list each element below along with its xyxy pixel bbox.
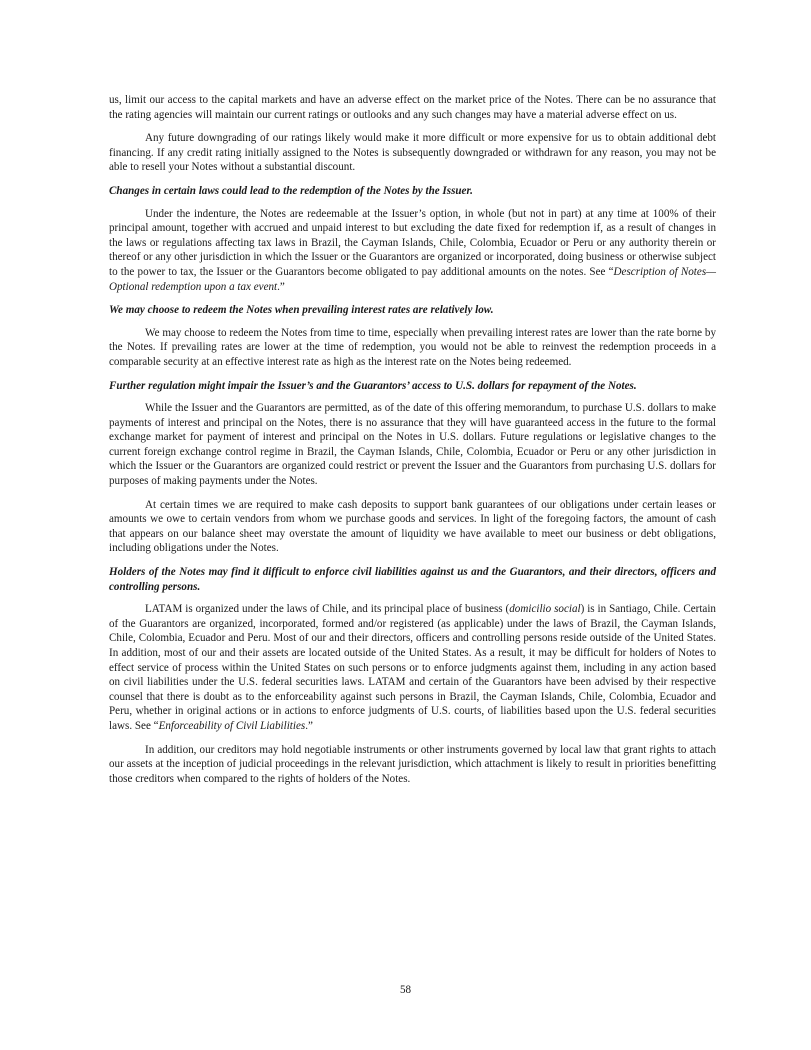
paragraph: Any future downgrading of our ratings likely would make it more difficult or more expensive for us to obtain additional debt financing. If any credit rating initially assigned to the Notes is subsequently downgraded or withdrawn for any reason, you may not be able to resell your Notes without a substantial discount. [109,132,716,174]
paragraph: We may choose to redeem the Notes from time to time, especially when prevailing interest rates are lower than the rate borne by the Notes. If prevailing rates are lower at the time of redemption, you would not be able to reinvest the redemption proceeds in a comparable security at an effective interest rate as high as the interest rate on the Notes being redeemed. [109,326,716,368]
paragraph-text: LATAM is organized under the laws of Chile, and its principal place of business ( [145,603,510,616]
document-body [109,93,716,795]
paragraph: In addition, our creditors may hold negotiable instruments or other instruments governed by local law that grant rights to attach our assets at the inception of judicial proceedings in the relevant jurisdiction, which attachment is likely to result in priorities benefitting those creditors when compared to the rights of holders of the Notes. [109,743,716,785]
cross-reference: Enforceability of Civil Liabilities [158,719,306,732]
paragraph [109,602,716,733]
section-heading: Changes in certain laws could lead to the redemption of the Notes by the Issuer. [109,184,473,197]
paragraph [109,207,716,295]
cross-reference: Description of Notes—Optional redemption upon a tax event [109,265,716,293]
foreign-term: domicilio social [509,603,581,616]
paragraph-text: ) is in Santiago, Chile. Certain of the Guarantors are organized, incorporated, formed and/or registered (as applicable) under the laws of Brazil, the Cayman Islands, Chile, Colombia, Ecuador and Peru. Most of our and their directors, officers and controlling persons reside outside of the United States. In addition, most of our and their assets are located outside of the United States. As a result, it may be difficult for holders of Notes to effect service of process within the United States on such persons or to enforce judgments against them, including in any action based on civil liabilities under the U.S. federal securities laws. LATAM and certain of the Guarantors have been advised by their respective counsel that there is doubt as to the enforceability against such persons in Brazil, the Cayman Islands, Chile, Colombia, Ecuador and Peru, whether in original actions or in actions to enforce judgments of U.S. courts, of liabilities based upon the U.S. federal securities laws. See “ [109,603,716,732]
section-heading: Further regulation might impair the Issuer’s and the Guarantors’ access to U.S. dollars for repayment of the Notes. [109,379,637,392]
page-number: 58 [399,984,412,996]
section-heading: We may choose to redeem the Notes when prevailing interest rates are relatively low. [109,304,494,317]
paragraph: us, limit our access to the capital markets and have an adverse effect on the market price of the Notes. There can be no assurance that the rating agencies will maintain our current ratings or outlooks and any such changes may have a material adverse effect on us. [109,94,716,121]
paragraph-text: Under the indenture, the Notes are redeemable at the Issuer’s option, in whole (but not in part) at any time at 100% of their principal amount, together with accrued and unpaid interest to but excluding the date fixed for redemption if, as a result of changes in the laws or regulations affecting tax laws in Brazil, the Cayman Islands, Chile, Colombia, Ecuador or Peru or any authority therein or thereof or any other jurisdiction in which the Issuer or the Guarantors are organized or incorporated, doing business or otherwise subject to the power to tax, the Issuer or the Guarantors become obligated to pay additional amounts on the notes. See “ [109,207,716,278]
paragraph: At certain times we are required to make cash deposits to support bank guarantees of our obligations under certain leases or amounts we owe to certain vendors from whom we purchase goods and services. In light of the foregoing factors, the amount of cash that appears on our balance sheet may overstate the amount of liquidity we have available to meet our business or debt obligations, including obligations under the Notes. [109,498,716,555]
paragraph-text: .” [277,280,285,293]
section-heading: Holders of the Notes may find it difficult to enforce civil liabilities against us and the Guarantors, and their directors, officers and controlling persons. [109,566,716,593]
paragraph-text: .” [305,719,313,732]
paragraph: While the Issuer and the Guarantors are permitted, as of the date of this offering memorandum, to purchase U.S. dollars to make payments of interest and principal on the Notes, there is no assurance that they will have guaranteed access in the future to the formal exchange market for payment of interest and principal on the Notes in U.S. dollars. Future regulations or legislative changes to the current foreign exchange control regime in Brazil, the Cayman Islands, Chile, Colombia, Ecuador or Peru or any other jurisdiction in which the Issuer or the Guarantors are organized could restrict or prevent the Issuer and the Guarantors from purchasing U.S. dollars for purposes of making payments under the Notes. [109,402,716,488]
